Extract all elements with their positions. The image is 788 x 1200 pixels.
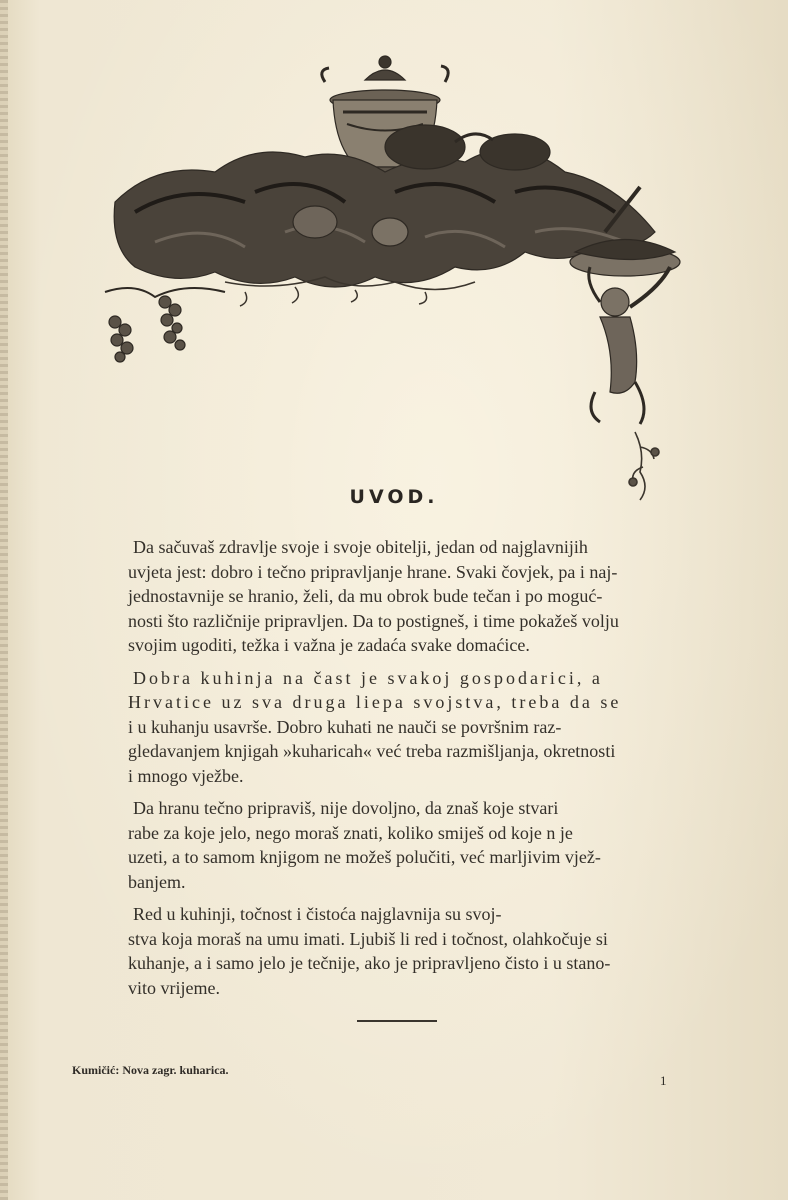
ornament-illustration — [95, 52, 695, 502]
text-line: stva koja moraš na umu imati. Ljubiš li red i točnost, olahkočuje si — [128, 928, 608, 949]
text-line: i mnogo vježbe. — [128, 765, 244, 786]
text-line: gledavanjem knjigah »kuharicah« već treba razmišljanja, okretnosti — [128, 741, 616, 761]
footer-book-title — [72, 1063, 229, 1078]
text-line: uzeti, a to samom knjigom ne možeš polučiti, već marljivim vjež- — [128, 847, 601, 867]
grapes-icon — [105, 288, 225, 362]
page-edge — [0, 0, 8, 1200]
text-line: i u kuhanju usavrše. Dobro kuhati ne nauči se površnim raz- — [128, 716, 562, 737]
page-number: 1 — [660, 1073, 667, 1088]
paragraph-3 — [128, 796, 673, 894]
section-divider — [357, 1020, 437, 1022]
footer-book-text: Kumičić: Nova zagr. kuharica. — [72, 1063, 229, 1077]
text-line: uvjeta jest: dobro i tečno pripravljanje hrane. Svaki čovjek, pa i naj- — [128, 561, 618, 582]
page-title: UVOD. — [349, 486, 439, 508]
text-line: rabe za koje jelo, nego moraš znati, koliko smiješ od koje n je — [128, 822, 573, 843]
text-line: kuhanje, a i samo jelo je tečnije, ako je pripravljeno čisto i u stano- — [128, 953, 611, 973]
text-line: jednostavnije se hranio, želi, da mu obrok bude tečan i po moguć- — [128, 586, 603, 606]
paragraph-4 — [128, 902, 673, 1000]
text-line: Hrvatice uz sva druga liepa svojstva, treba da se — [128, 692, 622, 712]
paragraph-1 — [128, 535, 673, 658]
text-line: nosti što različnije pripravljen. Da to postigneš, i time pokažeš volju — [128, 610, 619, 631]
text-line: Dobra kuhinja na čast je svakoj gospodarici, a — [133, 667, 603, 688]
text-line: banjem. — [128, 871, 186, 892]
text-line: svojim ugoditi, težka i važna je zadaća svake domaćice. — [128, 635, 530, 655]
paragraph-2 — [128, 666, 673, 789]
cherub-icon — [589, 267, 670, 424]
text-line: Red u kuhinji, točnost i čistoća najglavnija su svoj- — [133, 904, 502, 924]
body-text — [128, 535, 673, 1008]
text-line: Da sačuvaš zdravlje svoje i svoje obitelji, jedan od najglavnijih — [133, 537, 588, 557]
text-line: vito vrijeme. — [128, 977, 220, 998]
text-line: Da hranu tečno pripraviš, nije dovoljno, da znaš koje stvari — [133, 798, 559, 818]
